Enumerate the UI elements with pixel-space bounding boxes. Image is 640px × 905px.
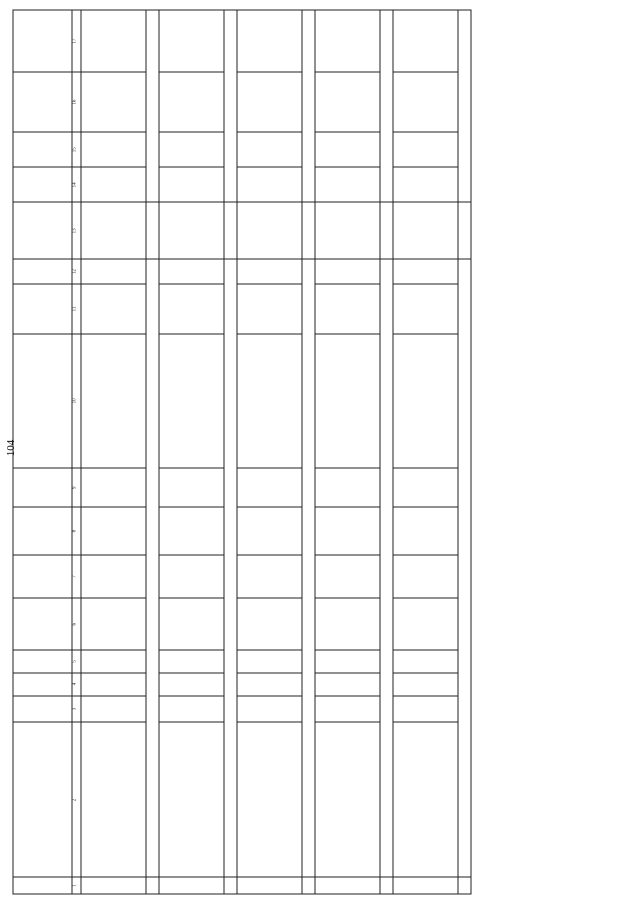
column-number-1: 1 bbox=[72, 877, 81, 894]
cell-unit_cost bbox=[159, 72, 224, 132]
cell-wall bbox=[81, 598, 146, 650]
column-number-3: 3 bbox=[72, 696, 81, 723]
cell-addr bbox=[81, 722, 146, 877]
cell-year_end bbox=[81, 132, 146, 167]
column-header-16 bbox=[13, 72, 72, 132]
cell-year_end bbox=[315, 132, 380, 167]
column-number-10: 10 bbox=[72, 334, 81, 468]
total-rest bbox=[302, 10, 315, 202]
cell-ent bbox=[315, 650, 380, 673]
cell-people bbox=[315, 468, 380, 507]
column-header-8 bbox=[13, 507, 72, 555]
total-row bbox=[380, 10, 393, 894]
cell-year_end bbox=[237, 132, 302, 167]
total-cost bbox=[224, 202, 237, 259]
building-row bbox=[159, 10, 224, 894]
column-header-2 bbox=[13, 722, 72, 877]
cell-floors bbox=[393, 673, 458, 696]
column-header-11 bbox=[13, 284, 72, 334]
total-rest bbox=[224, 10, 237, 202]
cell-wall bbox=[159, 598, 224, 650]
cell-no bbox=[393, 877, 458, 894]
cell-living bbox=[81, 507, 146, 555]
building-row bbox=[315, 10, 380, 894]
column-number-4: 4 bbox=[72, 673, 81, 696]
cell-works bbox=[159, 334, 224, 468]
cell-area bbox=[393, 555, 458, 598]
cell-floors bbox=[81, 673, 146, 696]
cell-unit bbox=[159, 259, 224, 284]
cell-ent bbox=[393, 650, 458, 673]
cell-cost bbox=[393, 202, 458, 259]
cell-ent bbox=[81, 650, 146, 673]
cell-unit_cost bbox=[237, 72, 302, 132]
cell-area bbox=[159, 555, 224, 598]
total-label bbox=[458, 259, 471, 877]
cell-year_end bbox=[393, 132, 458, 167]
cell-area bbox=[81, 555, 146, 598]
cell-max_cost bbox=[159, 10, 224, 72]
cell-year_start bbox=[315, 167, 380, 202]
column-number-11: 11 bbox=[72, 284, 81, 334]
cell-wall bbox=[237, 598, 302, 650]
column-number-5: 5 bbox=[72, 650, 81, 673]
cell-year bbox=[237, 696, 302, 723]
column-number-16: 16 bbox=[72, 72, 81, 132]
total-empty bbox=[302, 877, 315, 894]
cell-cost bbox=[315, 202, 380, 259]
cell-cost bbox=[159, 202, 224, 259]
cell-living bbox=[393, 507, 458, 555]
cell-addr bbox=[393, 722, 458, 877]
total-empty bbox=[458, 877, 471, 894]
cell-ent bbox=[159, 650, 224, 673]
cell-unit_cost bbox=[393, 72, 458, 132]
cell-max_cost bbox=[393, 10, 458, 72]
total-label bbox=[224, 259, 237, 877]
total-label bbox=[146, 259, 159, 877]
header-row bbox=[13, 10, 72, 894]
cell-volume bbox=[81, 284, 146, 334]
column-header-17 bbox=[13, 10, 72, 72]
cell-works bbox=[393, 334, 458, 468]
cell-addr bbox=[237, 722, 302, 877]
column-header-10 bbox=[13, 334, 72, 468]
building-row bbox=[393, 10, 458, 894]
rotated-table-wrapper bbox=[13, 10, 623, 895]
total-row bbox=[302, 10, 315, 894]
cell-people bbox=[81, 468, 146, 507]
cell-year bbox=[393, 696, 458, 723]
column-header-13 bbox=[13, 202, 72, 259]
cell-volume bbox=[237, 284, 302, 334]
cell-floors bbox=[237, 673, 302, 696]
total-empty bbox=[224, 877, 237, 894]
total-rest bbox=[146, 10, 159, 202]
cell-area bbox=[315, 555, 380, 598]
building-row bbox=[237, 10, 302, 894]
cell-max_cost bbox=[315, 10, 380, 72]
cell-wall bbox=[315, 598, 380, 650]
column-number-14: 14 bbox=[72, 167, 81, 202]
column-number-13: 13 bbox=[72, 202, 81, 259]
cell-no bbox=[315, 877, 380, 894]
cell-people bbox=[159, 468, 224, 507]
column-number-6: 6 bbox=[72, 598, 81, 650]
column-number-12: 12 bbox=[72, 259, 81, 284]
cell-year_start bbox=[81, 167, 146, 202]
total-cost bbox=[302, 202, 315, 259]
total-rest bbox=[458, 10, 471, 202]
cell-max_cost bbox=[237, 10, 302, 72]
cell-unit_cost bbox=[315, 72, 380, 132]
cell-year_start bbox=[393, 167, 458, 202]
column-number-17: 17 bbox=[72, 10, 81, 72]
cell-living bbox=[159, 507, 224, 555]
cell-no bbox=[159, 877, 224, 894]
table-body bbox=[81, 10, 471, 894]
column-number-7: 7 bbox=[72, 555, 81, 598]
cell-floors bbox=[159, 673, 224, 696]
page-number: 104 bbox=[5, 439, 17, 457]
cell-ent bbox=[237, 650, 302, 673]
total-row bbox=[146, 10, 159, 894]
cell-year_start bbox=[237, 167, 302, 202]
column-number-9: 9 bbox=[72, 468, 81, 507]
total-empty bbox=[380, 877, 393, 894]
total-cost bbox=[380, 202, 393, 259]
column-header-9 bbox=[13, 468, 72, 507]
total-empty bbox=[146, 877, 159, 894]
cell-volume bbox=[393, 284, 458, 334]
column-header-6 bbox=[13, 598, 72, 650]
column-header-12 bbox=[13, 259, 72, 284]
cell-no bbox=[81, 877, 146, 894]
total-row bbox=[458, 10, 471, 894]
cell-unit bbox=[81, 259, 146, 284]
cell-living bbox=[237, 507, 302, 555]
cell-living bbox=[315, 507, 380, 555]
cell-wall bbox=[393, 598, 458, 650]
cell-works bbox=[237, 334, 302, 468]
total-rest bbox=[380, 10, 393, 202]
cell-year bbox=[315, 696, 380, 723]
column-number-2: 2 bbox=[72, 722, 81, 877]
building-row bbox=[81, 10, 146, 894]
column-header-14 bbox=[13, 167, 72, 202]
cell-works bbox=[315, 334, 380, 468]
registry-table bbox=[13, 10, 472, 895]
cell-cost bbox=[237, 202, 302, 259]
cell-unit bbox=[393, 259, 458, 284]
column-header-7 bbox=[13, 555, 72, 598]
cell-unit_cost bbox=[81, 72, 146, 132]
cell-area bbox=[237, 555, 302, 598]
cell-unit bbox=[315, 259, 380, 284]
column-header-15 bbox=[13, 132, 72, 167]
column-header-4 bbox=[13, 673, 72, 696]
column-number-15: 15 bbox=[72, 132, 81, 167]
column-header-3 bbox=[13, 696, 72, 723]
column-number-8: 8 bbox=[72, 507, 81, 555]
total-label bbox=[302, 259, 315, 877]
total-row bbox=[224, 10, 237, 894]
column-header-1 bbox=[13, 877, 72, 894]
total-label bbox=[380, 259, 393, 877]
total-cost bbox=[458, 202, 471, 259]
total-cost bbox=[146, 202, 159, 259]
cell-cost bbox=[81, 202, 146, 259]
cell-volume bbox=[159, 284, 224, 334]
cell-volume bbox=[315, 284, 380, 334]
cell-unit bbox=[237, 259, 302, 284]
cell-addr bbox=[315, 722, 380, 877]
cell-floors bbox=[315, 673, 380, 696]
cell-year bbox=[159, 696, 224, 723]
column-header-5 bbox=[13, 650, 72, 673]
cell-year_start bbox=[159, 167, 224, 202]
column-number-row bbox=[72, 10, 81, 894]
cell-addr bbox=[159, 722, 224, 877]
cell-year_end bbox=[159, 132, 224, 167]
cell-works bbox=[81, 334, 146, 468]
cell-year bbox=[81, 696, 146, 723]
cell-max_cost bbox=[81, 10, 146, 72]
cell-people bbox=[393, 468, 458, 507]
cell-no bbox=[237, 877, 302, 894]
cell-people bbox=[237, 468, 302, 507]
